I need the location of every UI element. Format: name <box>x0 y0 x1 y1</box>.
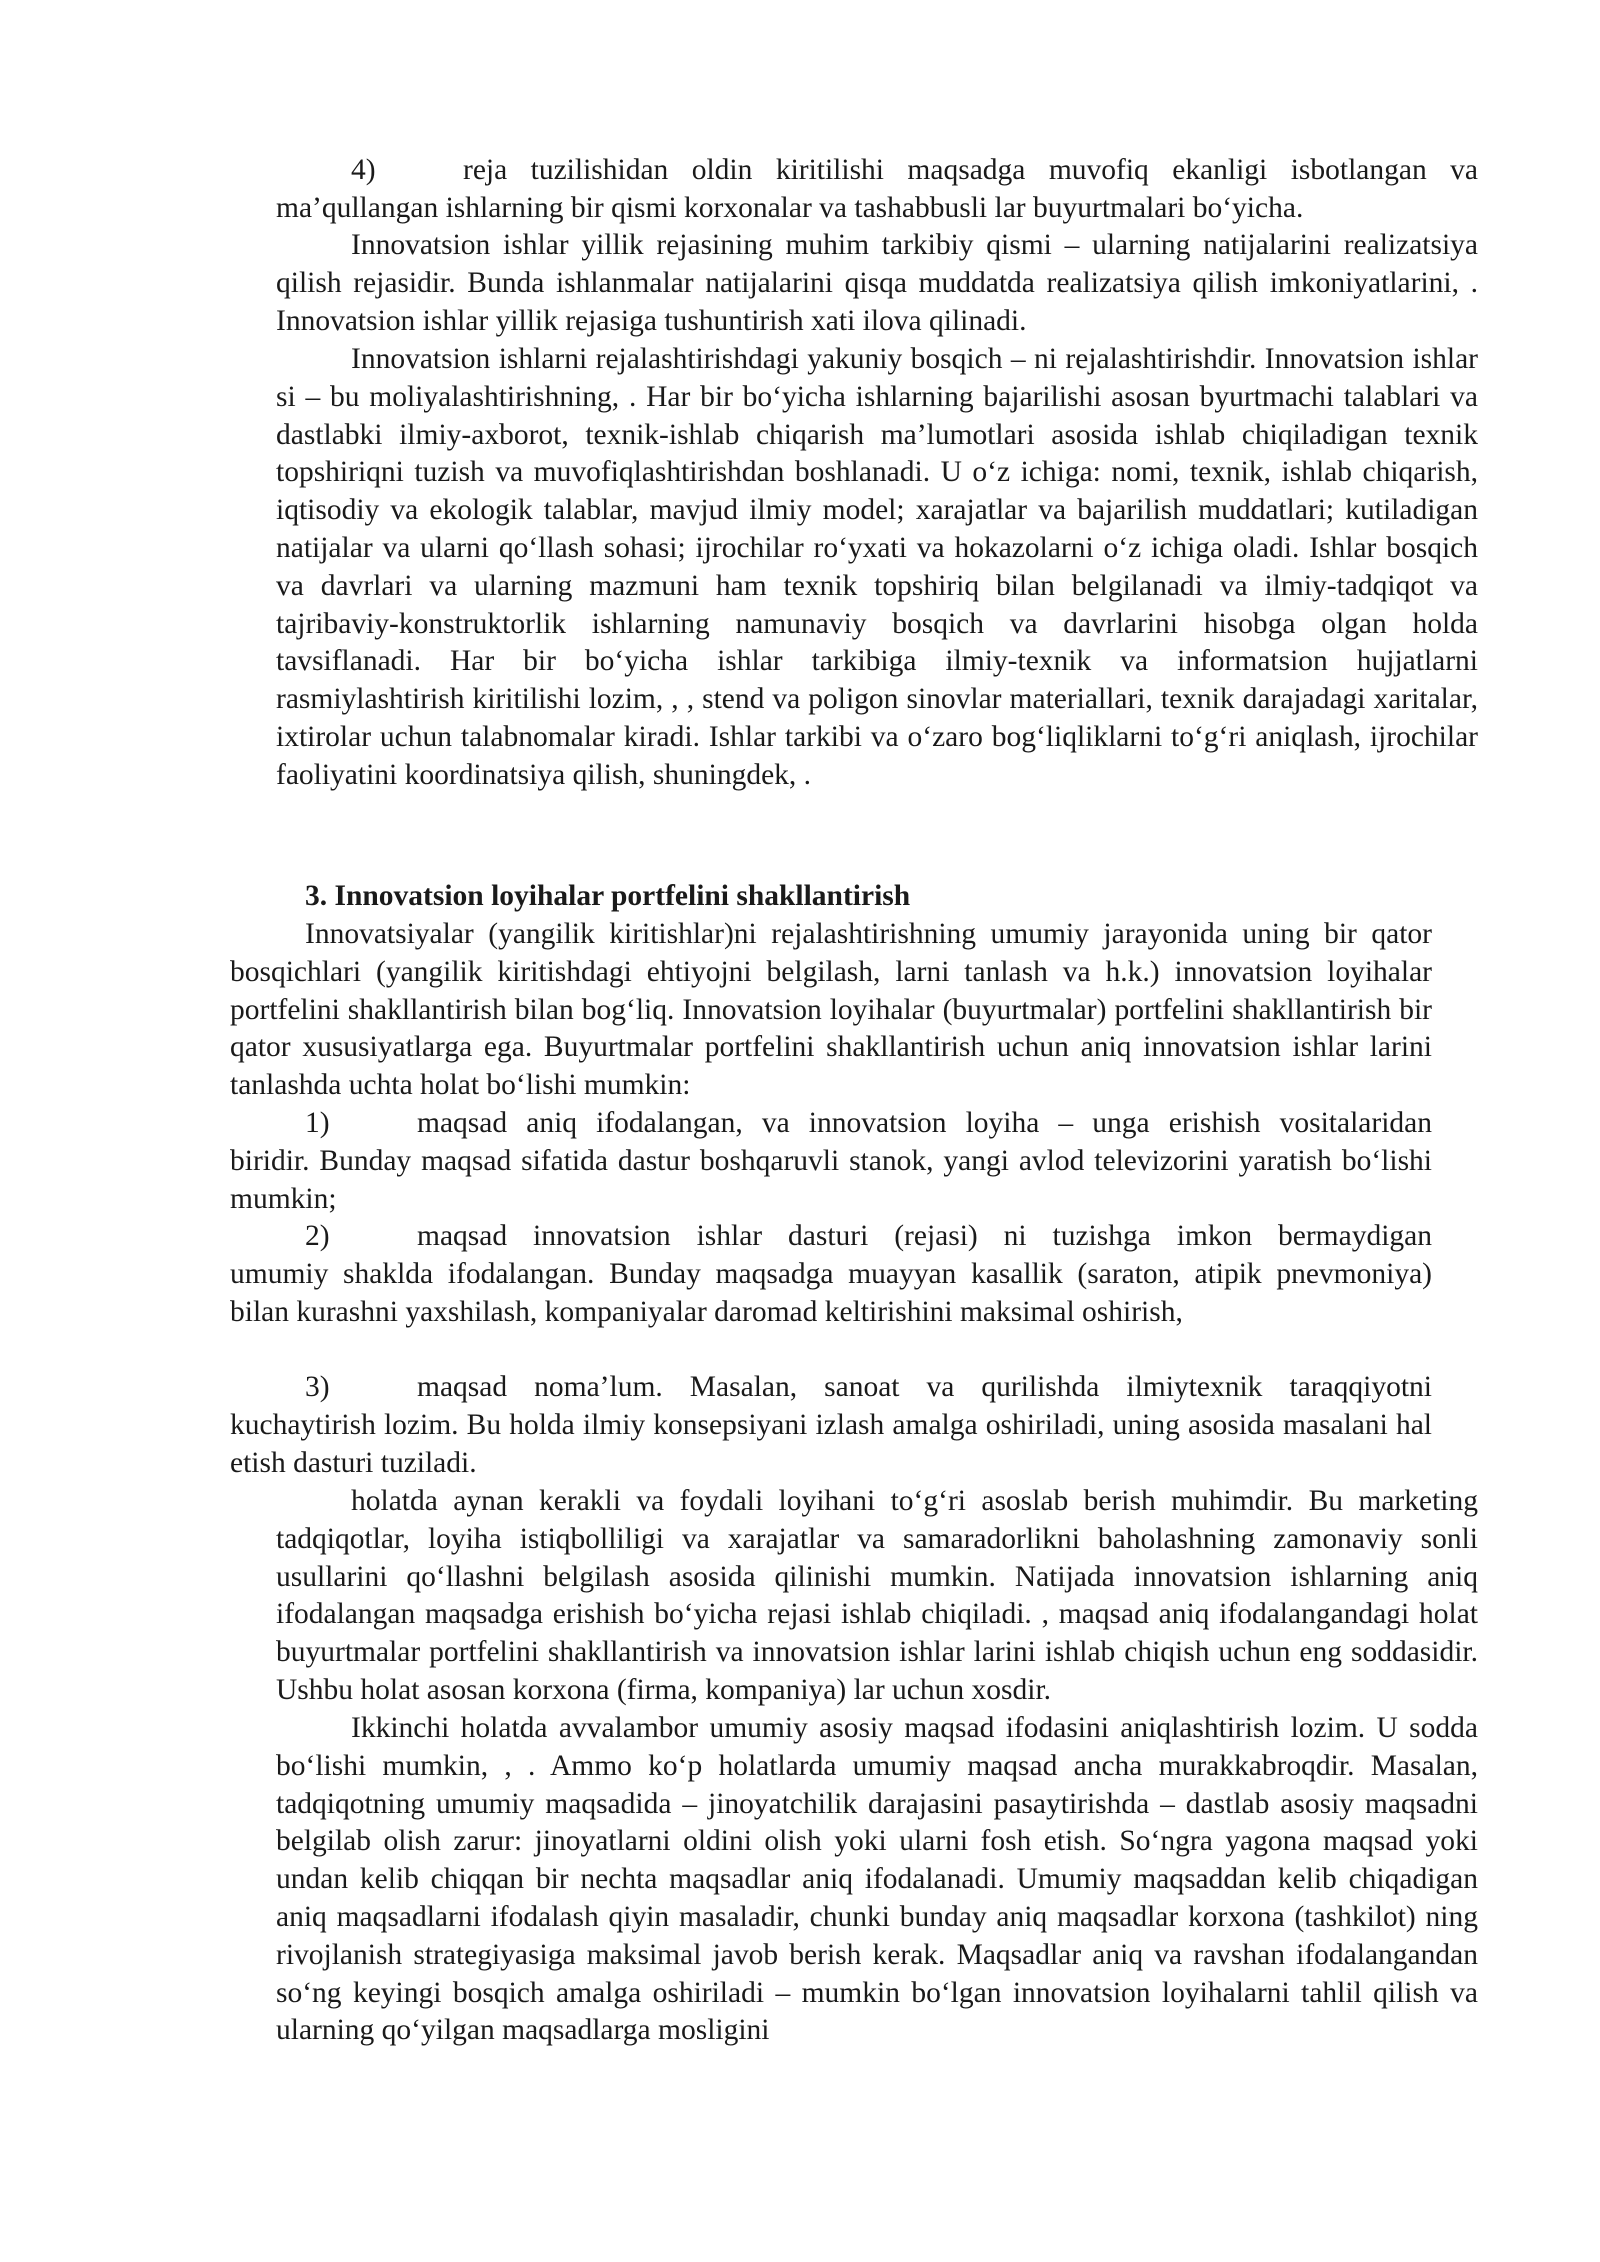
list-item-continuation: ma’qullangan ishlarning bir qismi korxonalar va tashabbusli lar buyurtmalari bo‘yicha. <box>276 191 1304 224</box>
list-item-1-first-line <box>230 1105 1432 1143</box>
list-item-text: maqsad aniq ifodalangan, va innovatsion loyiha – unga erishish vositalaridan <box>417 1107 1432 1139</box>
paragraph-3: Innovatsiyalar (yangilik kiritishlar)ni rejalashtirishning umumiy jarayonida uning bir qator bosqichlari (yangilik kiritishdagi ehtiyojni belgilash, larni tanlash va h.k.) innovatsion loyihalar portfelini shakllantirish bilan bog‘liq. Innovatsion loyihalar (buyurtmalar) portfelini shakllantirish bir qator xususiyatlarga ega. Buyurtmalar portfelini shakllantirish uchun aniq innovatsion ishlar larini tanlashda uchta holat bo‘lishi mumkin: <box>230 918 1432 1102</box>
list-item-text: reja tuzilishidan oldin kiritilishi maqsadga muvofiq ekanligi isbotlangan va <box>463 154 1478 186</box>
list-item-2 <box>230 1218 1432 1331</box>
list-item-3-first-line <box>230 1369 1432 1407</box>
list-item-4-first-line <box>276 152 1478 190</box>
section-heading: 3. Innovatsion loyihalar portfelini shakllantirish <box>305 880 911 912</box>
list-item-4 <box>276 152 1478 228</box>
list-item-continuation: umumiy shaklda ifodalangan. Bunday maqsadga muayyan kasallik (saraton, atipik pnevmoniya) bilan kurashni yaxshilash, kompaniyalar daromad keltirishini maksimal oshirish, <box>230 1257 1432 1328</box>
paragraph-1: Innovatsion ishlar yillik rejasining muhim tarkibiy qismi – ularning natijalarini realizatsiya qilish rejasidir. Bunda ishlanmalar natijalarini qisqa muddatda realizatsiya qilish imkoniyatlarini, . Innovatsion ishlar yillik rejasiga tushuntirish xati ilova qilinadi. <box>276 229 1478 337</box>
list-item-3 <box>230 1369 1432 1482</box>
list-item-2-first-line <box>230 1218 1432 1256</box>
paragraph-4: holatda aynan kerakli va foydali loyihani to‘g‘ri asoslab berish muhimdir. Bu marketing tadqiqotlar, loyiha istiqbolliligi va xarajatlar va samaradorlikni baholashning zamonaviy sonli usullarini qo‘llashni belgilash asosida qilinishi mumkin. Natijada innovatsion ishlarning aniq ifodalangan maqsadga erishish bo‘yicha rejasi ishlab chiqiladi. , maqsad aniq ifodalangandagi holat buyurtmalar portfelini shakllantirish va innovatsion ishlar larini ishlab chiqish uchun eng soddasidir. Ushbu holat asosan korxona (firma, kompaniya) lar uchun xosdir. <box>276 1485 1478 1706</box>
list-item-text: maqsad innovatsion ishlar dasturi (rejasi) ni tuzishga imkon bermaydigan <box>417 1220 1432 1252</box>
paragraph-5: Ikkinchi holatda avvalambor umumiy asosiy maqsad ifodasini aniqlashtirish lozim. U sodda bo‘lishi mumkin, , . Ammo ko‘p holatlarda umumiy maqsad ancha murakkabroqdir. Masalan, tadqiqotning umumiy maqsadida – jinoyatchilik darajasini pasaytirishda – dastlab asosiy maqsadni belgilab olish zarur: jinoyatlarni oldini olish yoki ularni fosh etish. So‘ngra yagona maqsad yoki undan kelib chiqqan bir nechta maqsadlar aniq ifodalanadi. Umumiy maqsaddan kelib chiqadigan aniq maqsadlarni ifodalash qiyin masaladir, chunki bunday aniq maqsadlar korxona (tashkilot) ning rivojlanish strategiyasiga maksimal javob berish kerak. Maqsadlar aniq va ravshan ifodalangandan so‘ng keyingi bosqich amalga oshiriladi – mumkin bo‘lgan innovatsion loyihalarni tahlil qilish va ularning qo‘yilgan maqsadlarga mosligini <box>276 1712 1478 2047</box>
list-item-text: maqsad noma’lum. Masalan, sanoat va qurilishda ilmiytexnik taraqqiyotni <box>417 1371 1432 1403</box>
list-item-continuation: kuchaytirish lozim. Bu holda ilmiy konsepsiyani izlash amalga oshiriladi, uning asosida masalani hal etish dasturi tuziladi. <box>230 1408 1432 1479</box>
list-item-number: 1) <box>305 1107 330 1139</box>
list-item-1 <box>230 1105 1432 1218</box>
paragraph-2: Innovatsion ishlarni rejalashtirishdagi yakuniy bosqich – ni rejalashtirishdir. Innovatsion ishlar si – bu moliyalashtirishning, . Har bir bo‘yicha ishlarning bajarilishi asosan byurtmachi talablari va dastlabki ilmiy-axborot, texnik-ishlab chiqarish ma’lumotlari asosida ishlab chiqiladigan texnik topshiriqni tuzish va muvofiqlashtirishdan boshlanadi. U o‘z ichiga: nomi, texnik, ishlab chiqarish, iqtisodiy va ekologik talablar, mavjud ilmiy model; xarajatlar va bajarilish muddatlari; kutiladigan natijalar va ularni qo‘llash sohasi; ijrochilar ro‘yxati va hokazolarni o‘z ichiga oladi. Ishlar bosqich va davrlari va ularning mazmuni ham texnik topshiriq bilan belgilanadi va ilmiy-tadqiqot va tajribaviy-konstruktorlik ishlarning namunaviy bosqich va davrlarini hisobga olgan holda tavsiflanadi. Har bir bo‘yicha ishlar tarkibiga ilmiy-texnik va informatsion hujjatlarni rasmiylashtirish kiritilishi lozim, , , stend va poligon sinovlar materiallari, texnik darajadagi xaritalar, ixtirolar uchun talabnomalar kiradi. Ishlar tarkibi va o‘zaro bog‘liqliklarni to‘g‘ri aniqlash, ijrochilar faoliyatini koordinatsiya qilish, shuningdek, . <box>276 343 1478 791</box>
list-item-continuation: biridir. Bunday maqsad sifatida dastur boshqaruvli stanok, yangi avlod televizorini yaratish bo‘lishi mumkin; <box>230 1144 1432 1215</box>
list-item-number: 4) <box>351 154 376 186</box>
list-item-number: 3) <box>305 1371 330 1403</box>
list-item-number: 2) <box>305 1220 330 1252</box>
